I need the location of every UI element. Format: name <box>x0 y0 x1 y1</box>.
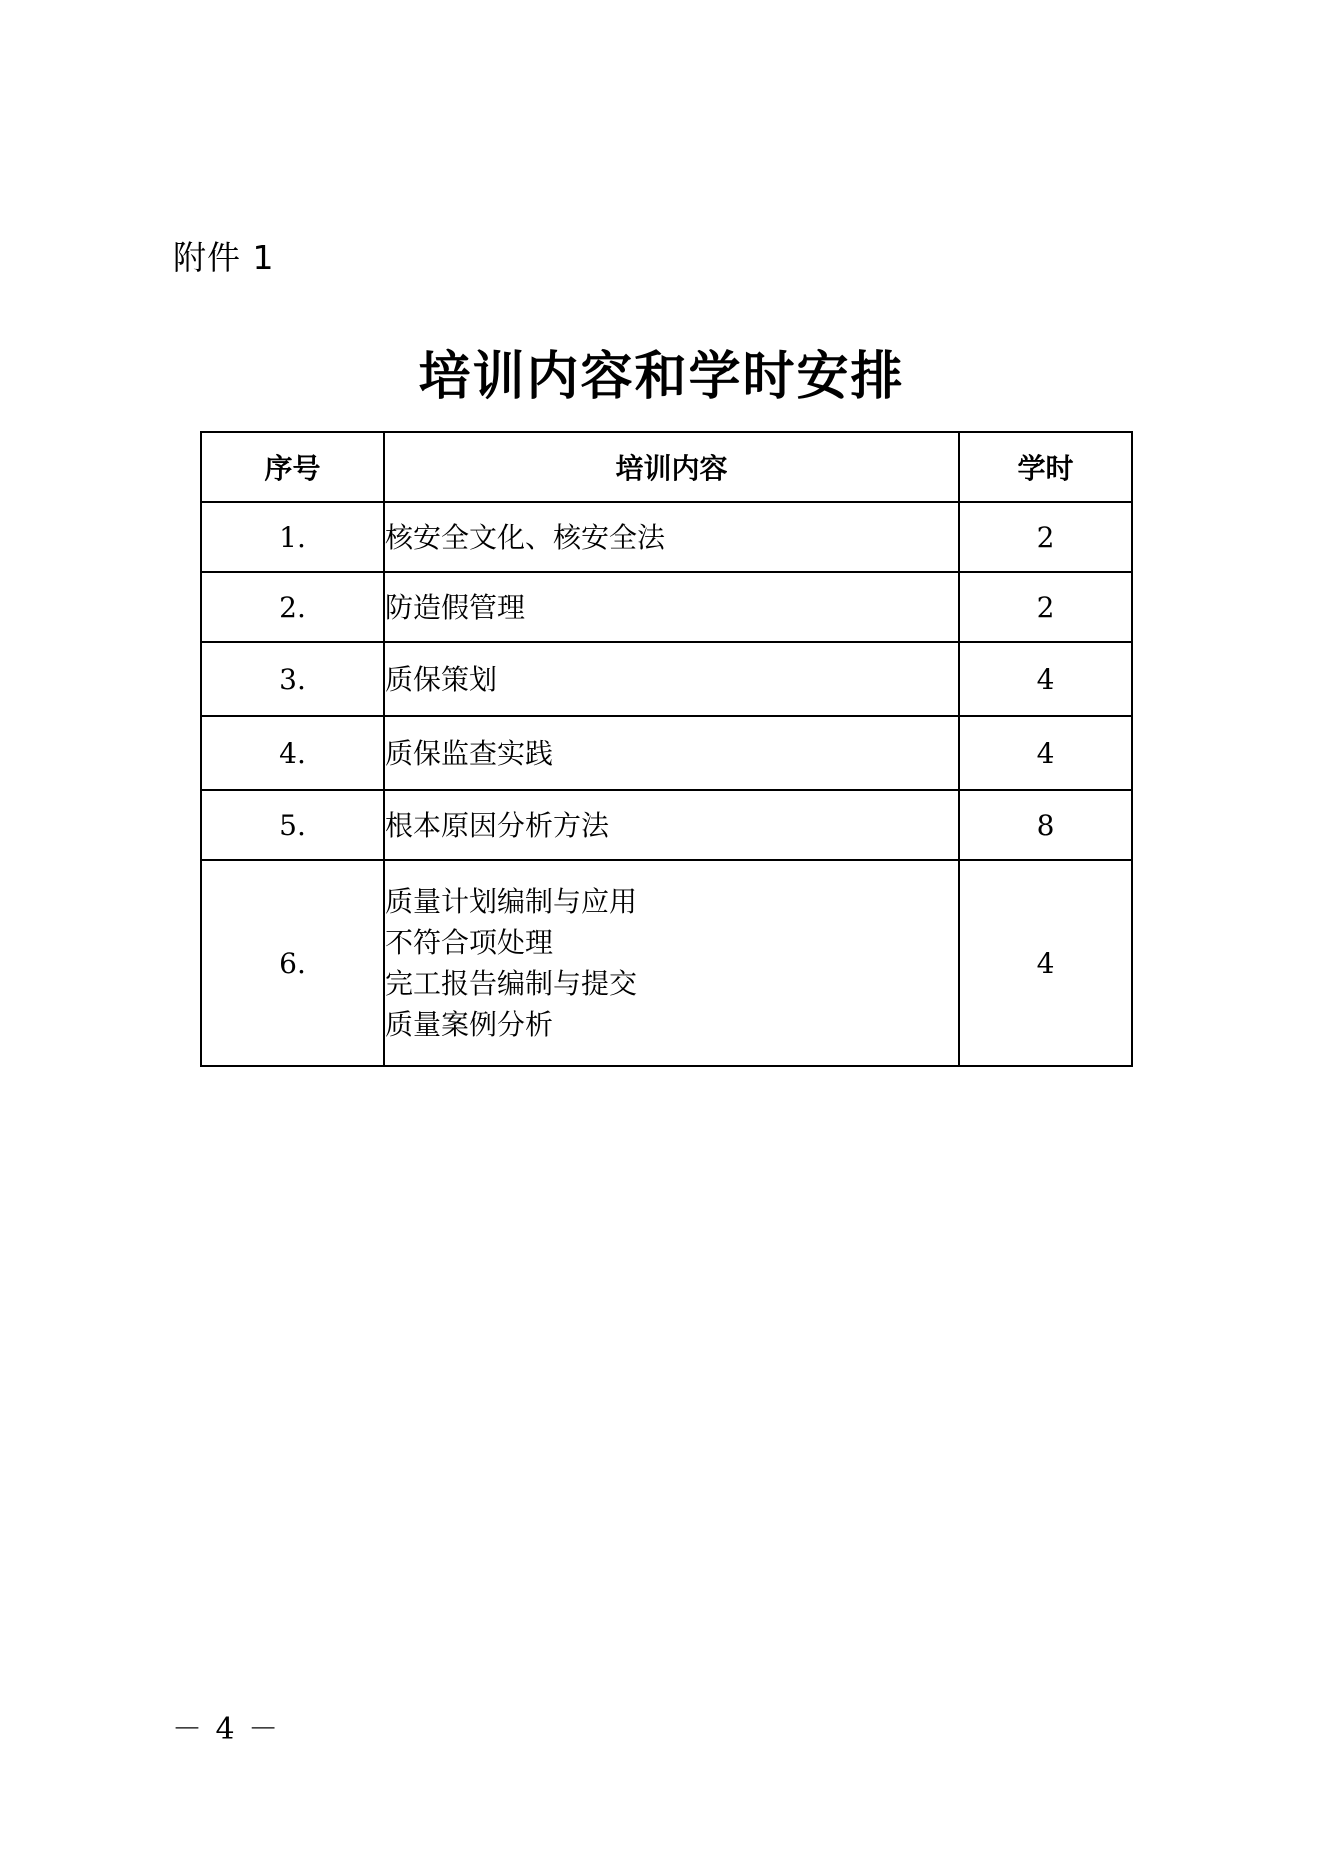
content-line: 质保策划 <box>385 662 498 696</box>
table-row <box>201 716 1132 790</box>
row-hours: 2 <box>959 572 1132 642</box>
attachment-label: 附件 1 <box>173 238 275 277</box>
table-row <box>201 790 1132 860</box>
row-content <box>384 716 959 790</box>
training-schedule-table <box>200 431 1133 1067</box>
row-content <box>384 860 959 1066</box>
row-hours: 8 <box>959 790 1132 860</box>
row-no: 4. <box>201 716 384 790</box>
header-content: 培训内容 <box>384 432 959 502</box>
row-no: 3. <box>201 642 384 716</box>
content-line: 质量案例分析 <box>385 1008 554 1041</box>
content-line: 不符合项处理 <box>385 926 554 959</box>
row-no: 2. <box>201 572 384 642</box>
table-header-row <box>201 432 1132 502</box>
content-line: 根本原因分析方法 <box>385 808 610 842</box>
row-hours: 4 <box>959 860 1132 1066</box>
row-hours: 2 <box>959 502 1132 572</box>
row-hours: 4 <box>959 716 1132 790</box>
page-number: － 4 － <box>172 1712 281 1747</box>
content-line: 完工报告编制与提交 <box>385 967 638 1000</box>
row-content <box>384 790 959 860</box>
row-hours: 4 <box>959 642 1132 716</box>
table-row <box>201 572 1132 642</box>
row-no: 5. <box>201 790 384 860</box>
row-content <box>384 502 959 572</box>
table-row <box>201 502 1132 572</box>
header-hours: 学时 <box>959 432 1132 502</box>
content-line: 防造假管理 <box>385 590 526 624</box>
content-line: 核安全文化、核安全法 <box>385 520 666 554</box>
document-title: 培训内容和学时安排 <box>418 346 905 407</box>
row-no: 6. <box>201 860 384 1066</box>
row-content <box>384 572 959 642</box>
content-line: 质量计划编制与应用 <box>385 885 638 918</box>
row-content <box>384 642 959 716</box>
content-line: 质保监查实践 <box>385 736 554 770</box>
table-row <box>201 642 1132 716</box>
row-no: 1. <box>201 502 384 572</box>
table-row <box>201 860 1132 1066</box>
header-no: 序号 <box>201 432 384 502</box>
